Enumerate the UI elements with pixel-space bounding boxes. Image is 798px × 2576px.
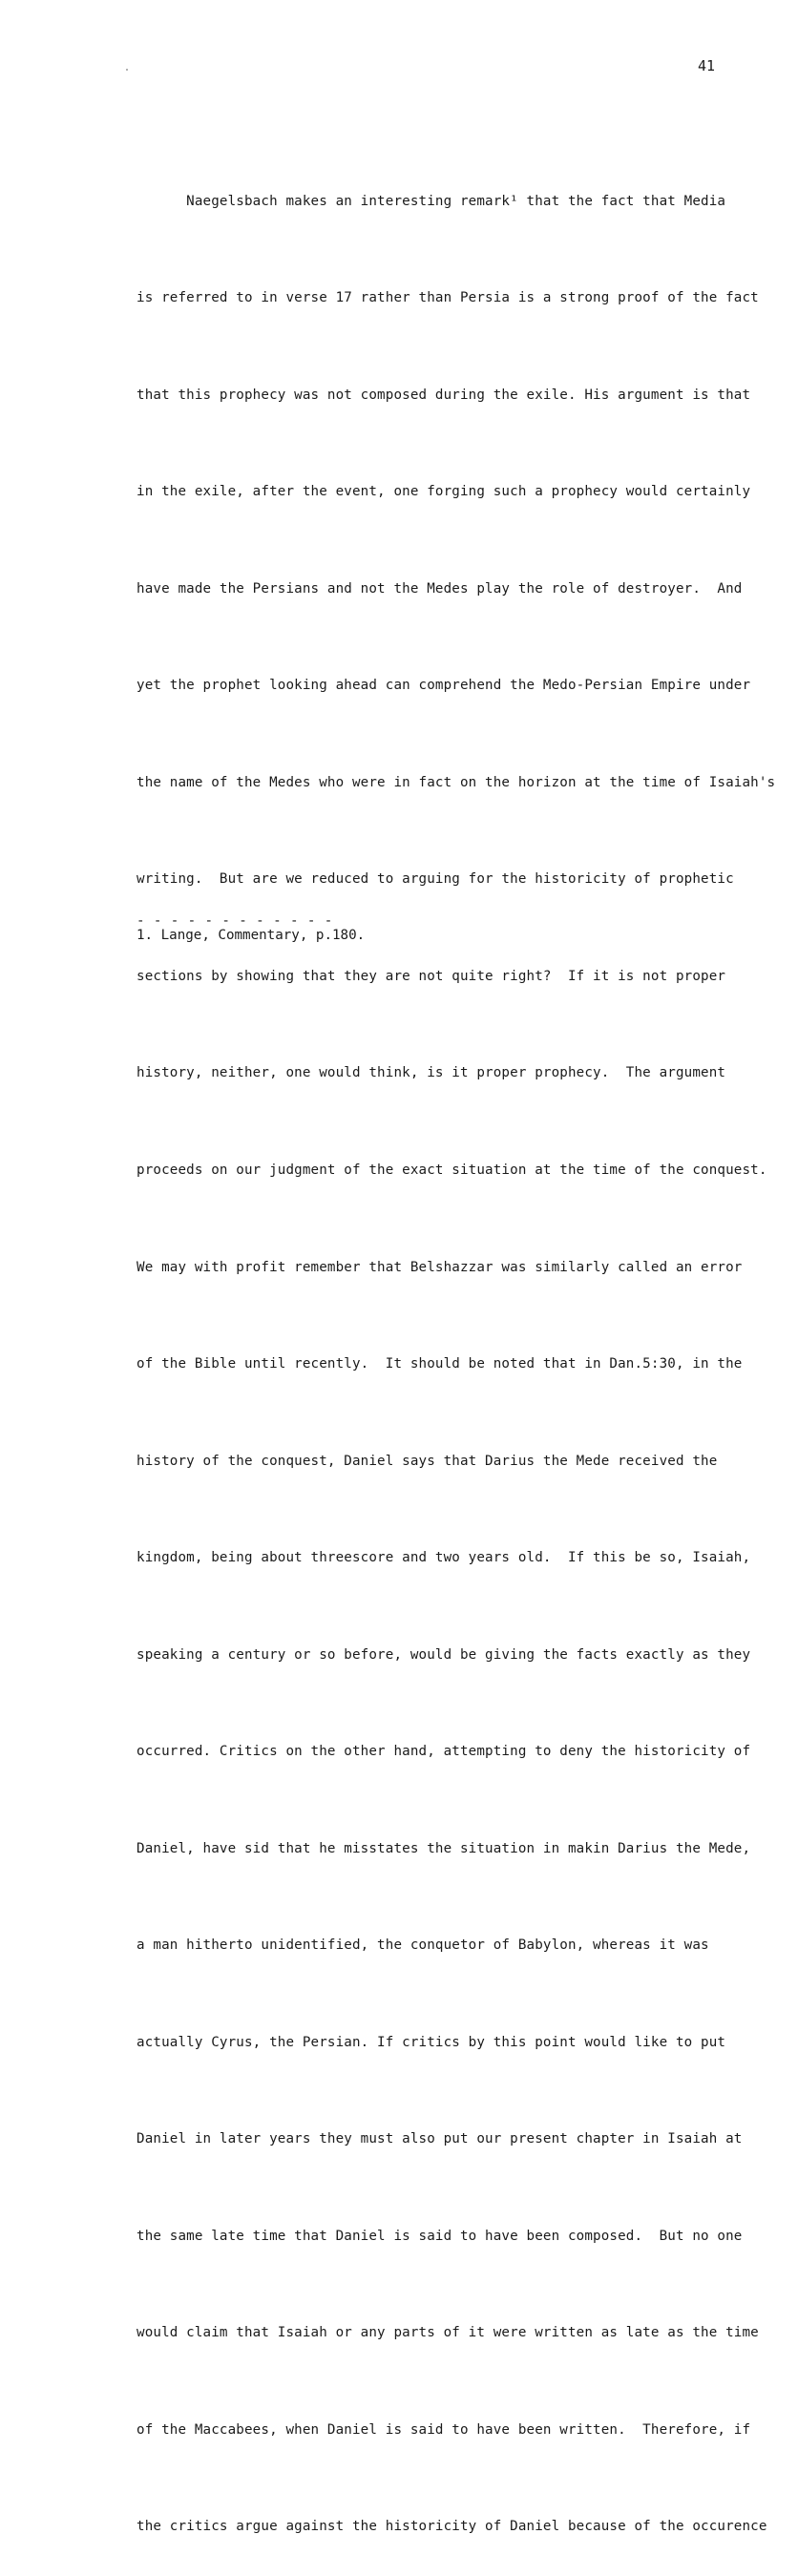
text-line: history of the conquest, Daniel says that Darius the Mede received the (136, 1453, 718, 1469)
text-line: in the exile, after the event, one forging such a prophecy would certainly (136, 484, 751, 500)
text-line: history, neither, one would think, is it proper prophecy. The argument (136, 1065, 726, 1081)
text-line: the critics argue against the historicity of Daniel because of the occurence (136, 2519, 767, 2535)
text-line: kingdom, being about threescore and two years old. If this be so, Isaiah, (136, 1550, 751, 1566)
text-line: of the Bible until recently. It should be noted that in Dan.5:30, in the (136, 1356, 743, 1372)
page-number: 41 (698, 57, 716, 74)
text-line: sections by showing that they are not quite right? If it is not proper (136, 968, 726, 984)
text-line: is referred to in verse 17 rather than Persia is a strong proof of the fact (136, 290, 759, 306)
text-line: of the Maccabees, when Daniel is said to have been written. Therefore, if (136, 2421, 751, 2438)
text-line: have made the Persians and not the Medes play the role of destroyer. And (136, 580, 743, 597)
text-line: would claim that Isaiah or any parts of it were written as late as the time (136, 2325, 759, 2341)
text-line: the name of the Medes who were in fact on the horizon at the time of Isaiah's (136, 774, 776, 790)
text-line: We may with profit remember that Belshazzar was similarly called an error (136, 1259, 743, 1275)
text-line: Naegelsbach makes an interesting remark¹ that the fact that Media (136, 193, 726, 209)
scan-speck (126, 69, 128, 71)
text-line: actually Cyrus, the Persian. If critics by this point would like to put (136, 2034, 726, 2050)
text-line: that this prophecy was not composed during the exile. His argument is that (136, 387, 751, 403)
text-line: Daniel, have sid that he misstates the situation in makin Darius the Mede, (136, 1840, 751, 1856)
text-line: occurred. Critics on the other hand, attempting to deny the historicity of (136, 1744, 751, 1760)
text-line: proceeds on our judgment of the exact situation at the time of the conquest. (136, 1162, 767, 1178)
text-line: Daniel in later years they must also put our present chapter in Isaiah at (136, 2131, 743, 2147)
text-line: speaking a century or so before, would be giving the facts exactly as they (136, 1646, 751, 1663)
text-line: the same late time that Daniel is said to have been composed. But no one (136, 2228, 743, 2244)
text-line: writing. But are we reduced to arguing for the historicity of prophetic (136, 871, 734, 888)
footnote-rule: - - - - - - - - - - - - (136, 913, 333, 929)
body-text (136, 121, 776, 2576)
footnote: 1. Lange, Commentary, p.180. (136, 928, 366, 943)
text-line: a man hitherto unidentified, the conquetor of Babylon, whereas it was (136, 1937, 709, 1954)
text-line: yet the prophet looking ahead can comprehend the Medo-Persian Empire under (136, 678, 751, 694)
